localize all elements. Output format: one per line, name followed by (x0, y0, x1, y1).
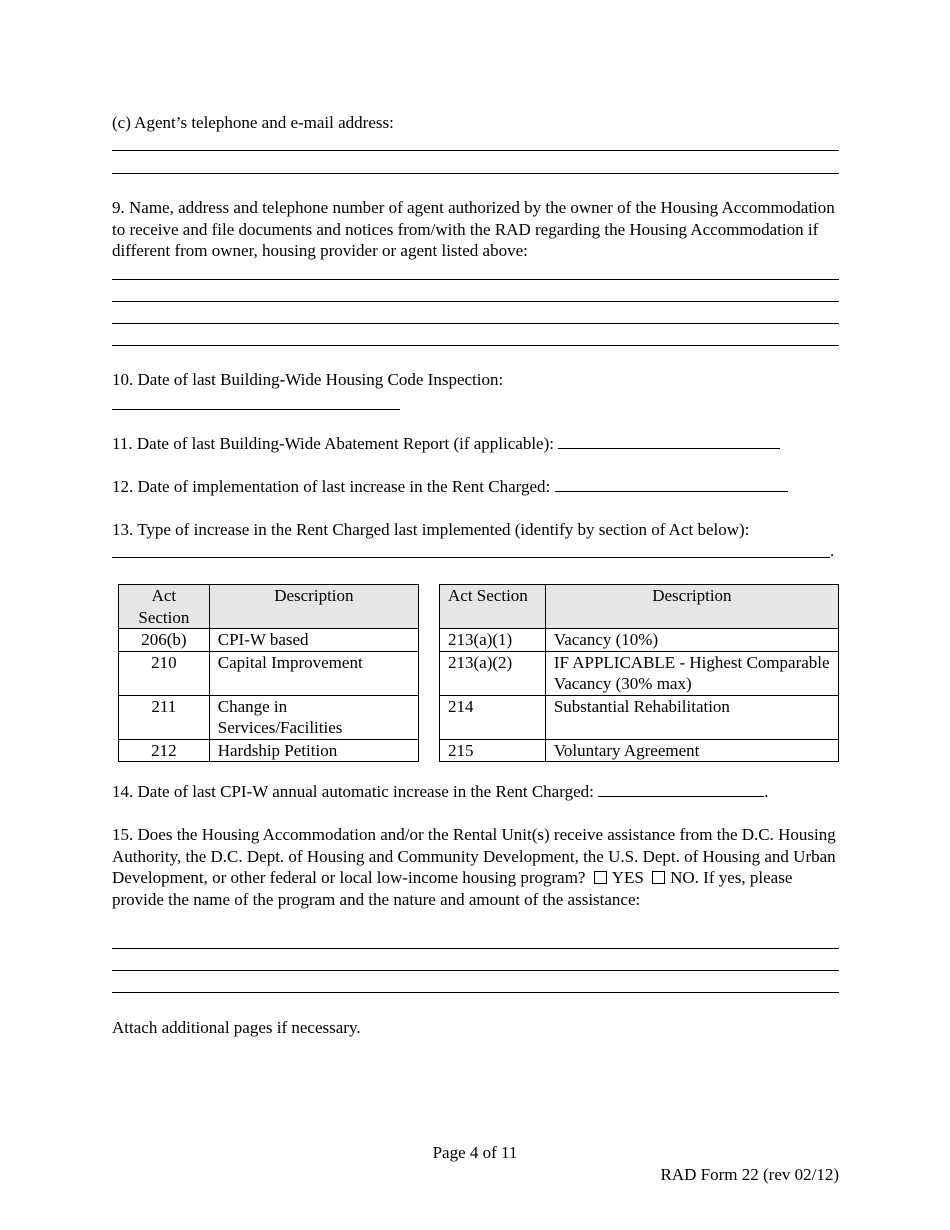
table-cell: Voluntary Agreement (545, 739, 838, 762)
yes-checkbox[interactable] (594, 871, 607, 884)
item-c-answer-line-2[interactable] (112, 173, 839, 174)
table-cell: 211 (119, 695, 210, 739)
table-cell: 206(b) (119, 629, 210, 652)
table-cell: 215 (440, 739, 546, 762)
item-12-row (112, 476, 788, 497)
item-11-answer-blank[interactable] (558, 434, 780, 449)
table-cell: 214 (440, 695, 546, 739)
item-9-answer-line-1[interactable] (112, 279, 839, 280)
table-cell: Capital Improvement (209, 651, 418, 695)
item-15-answer-line-1[interactable] (112, 948, 839, 949)
table-header-row (119, 585, 419, 629)
table-cell: 210 (119, 651, 210, 695)
item-13-answer-line[interactable] (112, 557, 830, 558)
item-14-row (112, 781, 768, 802)
item-9-answer-line-4[interactable] (112, 345, 839, 346)
item-9-text: 9. Name, address and telephone number of agent authorized by the owner of the Housing Accommodation to receive and file documents and notices from/with the RAD regarding the Housing Accommodation if different from owner, housing provider or agent listed above: (112, 198, 835, 260)
item-15-text (112, 824, 839, 910)
table-cell: Vacancy (10%) (545, 629, 838, 652)
item-15-answer-line-2[interactable] (112, 970, 839, 971)
table-cell: 213(a)(2) (440, 651, 546, 695)
item-13-label: 13. Type of increase in the Rent Charged last implemented (identify by section of Act below): (112, 520, 750, 539)
item-14-label: 14. Date of last CPI-W annual automatic increase in the Rent Charged: (112, 782, 599, 801)
table-row (119, 629, 419, 652)
item-15-answer-line-3[interactable] (112, 992, 839, 993)
item-15-question: 15. Does the Housing Accommodation and/or the Rental Unit(s) receive assistance from the D.C. Housing Authority, the D.C. Dept. of Housing and Community Development, the U.S. Dept. of Housing and Urban Development, or other federal or local low-income housing program? (112, 825, 836, 887)
table-header-cell: Description (545, 585, 838, 629)
table-row (440, 629, 839, 652)
table-header-cell: Description (209, 585, 418, 629)
no-label: NO. (670, 868, 699, 887)
item-12-label: 12. Date of implementation of last increase in the Rent Charged: (112, 477, 555, 496)
page-number: Page 4 of 11 (432, 1143, 518, 1162)
table-cell: 213(a)(1) (440, 629, 546, 652)
form-id: RAD Form 22 (rev 02/12) (660, 1165, 839, 1184)
item-12-answer-blank[interactable] (555, 477, 788, 492)
item-c-label: (c) Agent’s telephone and e-mail address: (112, 113, 394, 132)
table-cell: Change in Services/Facilities (209, 695, 418, 739)
item-10-label: 10. Date of last Building-Wide Housing Code Inspection: (112, 370, 504, 389)
table-cell: IF APPLICABLE - Highest Comparable Vacancy (30% max) (545, 651, 838, 695)
item-11-row (112, 433, 780, 454)
item-11-label: 11. Date of last Building-Wide Abatement Report (if applicable): (112, 434, 559, 453)
table-header-row (440, 585, 839, 629)
table-cell: CPI-W based (209, 629, 418, 652)
table-row (440, 739, 839, 762)
act-table-right (439, 584, 839, 762)
table-row (440, 651, 839, 695)
item-c-answer-line-1[interactable] (112, 150, 839, 151)
act-table-left (118, 584, 419, 762)
item-9-answer-line-2[interactable] (112, 301, 839, 302)
table-row (440, 695, 839, 739)
table-header-cell: Act Section (119, 585, 210, 629)
attach-note: Attach additional pages if necessary. (112, 1018, 361, 1037)
item-13-end-mark: . (830, 541, 835, 560)
table-cell: Substantial Rehabilitation (545, 695, 838, 739)
item-15-followup: If yes, please provide the name of the program and the nature and amount of the assistance: (112, 868, 793, 909)
table-cell: Hardship Petition (209, 739, 418, 762)
table-row (119, 739, 419, 762)
table-row (119, 651, 419, 695)
item-10-answer-line[interactable] (112, 409, 400, 410)
no-checkbox[interactable] (652, 871, 665, 884)
yes-label: YES (611, 868, 644, 887)
item-14-answer-blank[interactable] (598, 782, 764, 797)
item-9-answer-line-3[interactable] (112, 323, 839, 324)
table-row (119, 695, 419, 739)
table-header-cell: Act Section (440, 585, 546, 629)
table-cell: 212 (119, 739, 210, 762)
item-14-end-mark: . (764, 782, 769, 801)
